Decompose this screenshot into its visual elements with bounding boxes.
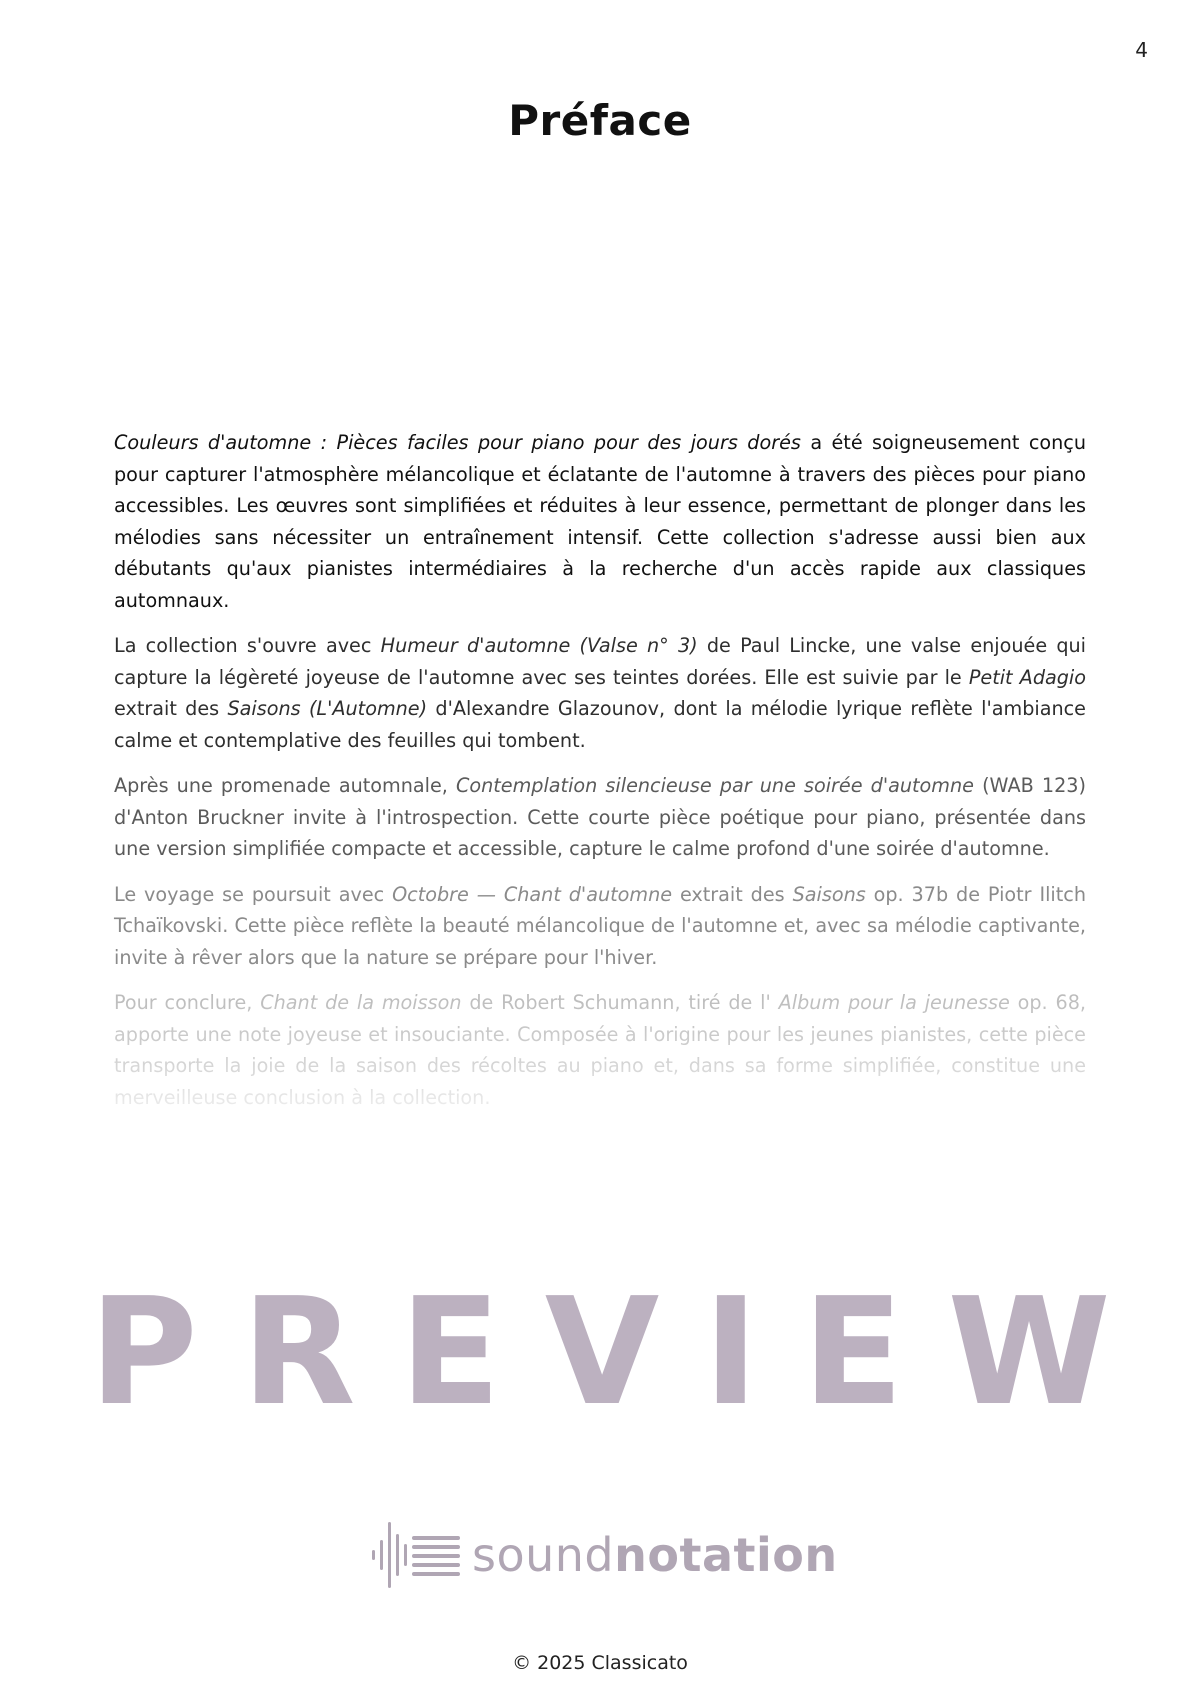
paragraph-text: (WAB 123) d'Anton Bruckner invite à l'introspection. Cette courte pièce poétique pour piano, présentée dans une version simplifiée compacte et accessible, capture le calme profond d'une soirée d'automne. [114, 774, 1086, 860]
work-title: Octobre — Chant d'automne [392, 882, 673, 906]
logo-text-regular: sound [472, 1528, 615, 1582]
logo-text-bold: notation [614, 1528, 838, 1582]
preface-body [114, 427, 1086, 1127]
soundnotation-logo [372, 1518, 838, 1592]
work-title: Petit Adagio [968, 665, 1086, 689]
work-title: Couleurs d'automne : Pièces faciles pour piano pour des jours dorés [114, 431, 801, 454]
copyright-notice: © 2025 Classicato [512, 1652, 688, 1674]
paragraph-text: Après une promenade automnale, [114, 774, 456, 797]
logo-text [472, 1528, 838, 1582]
paragraph-text: extrait des [114, 697, 228, 720]
paragraph-text: a été soigneusement conçu pour capturer l'atmosphère mélancolique et éclatante de l'automne à travers des pièces pour piano accessibles. Les œuvres sont simplifiées et réduites à leur essence, permettant de plonger dans les mélodies sans nécessiter un entraînement intensif. Cette collection s'adresse aussi bien aux débutants qu'aux pianistes intermédiaires à la recherche d'un accès rapide aux classiques automnaux. [114, 431, 1086, 612]
paragraph-3 [114, 770, 1086, 865]
paragraph-5 [114, 987, 1086, 1113]
soundwave-staff-icon [372, 1518, 462, 1592]
paragraph-text: d'Alexandre Glazounov, dont la mélodie lyrique reflète l'ambiance calme et contemplative des feuilles qui tombent. [114, 697, 1086, 752]
work-title: Album pour la jeunesse [778, 991, 1010, 1014]
paragraph-1 [114, 427, 1086, 616]
preview-watermark: PREVIEW [89, 1266, 1155, 1438]
paragraph-text: op. 68, apporte une note joyeuse et insouciante. Composée à l'origine pour les jeunes pianistes, cette pièce transporte la joie de la saison des récoltes au piano et, dans sa forme simplifiée, constitue une merveilleuse conclusion à la collection. [114, 991, 1087, 1109]
work-title: Contemplation silencieuse par une soirée d'automne [455, 774, 974, 797]
paragraph-2 [114, 630, 1086, 756]
page-title: Préface [508, 96, 692, 145]
paragraph-text: Le voyage se poursuit avec [114, 882, 393, 906]
paragraph-text: La collection s'ouvre avec [114, 634, 381, 657]
paragraph-text: op. 37b de Piotr Ilitch Tchaïkovski. Cette pièce reflète la beauté mélancolique de l'automne et, avec sa mélodie captivante, invite à rêver alors que la nature se prépare pour l'hiver. [114, 882, 1086, 969]
work-title: Saisons (L'Automne) [227, 697, 428, 720]
paragraph-text: extrait des [672, 882, 793, 906]
paragraph-text: de Robert Schumann, tiré de l' [461, 991, 779, 1014]
work-title: Saisons [792, 882, 866, 906]
paragraph-text: de Paul Lincke, une valse enjouée qui capture la légèreté joyeuse de l'automne avec ses teintes dorées. Elle est suivie par le [114, 634, 1087, 689]
paragraph-4 [114, 879, 1086, 974]
page-number: 4 [1135, 38, 1148, 62]
work-title: Humeur d'automne (Valse n° 3) [380, 634, 698, 657]
work-title: Chant de la moisson [260, 991, 462, 1014]
paragraph-text: Pour conclure, [114, 991, 261, 1014]
